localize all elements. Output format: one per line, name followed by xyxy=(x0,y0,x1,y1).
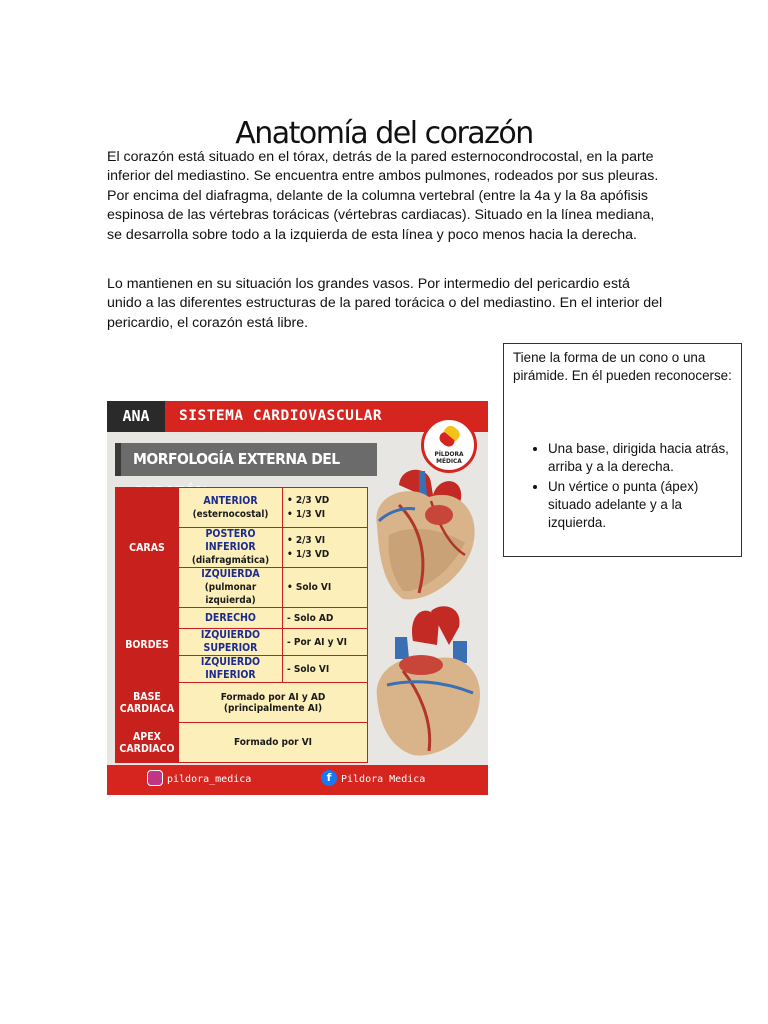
feature-sub: (diafragmática) xyxy=(191,555,270,566)
heart-anterior-illustration xyxy=(369,465,485,605)
value-apex-cardiaco: Formado por VI xyxy=(179,723,368,763)
feature-izquierda xyxy=(179,568,283,608)
value-cell: - Solo AD xyxy=(283,608,368,629)
category-apex-cardiaco: APEX CARDIACO xyxy=(116,723,179,763)
value-cell: - Solo VI xyxy=(283,656,368,683)
feature-izquierdo-inferior: IZQUIERDO INFERIOR xyxy=(179,656,283,683)
value-base-cardiaca: Formado por AI y AD (principalmente AI) xyxy=(179,683,368,723)
feature-sub: (esternocostal) xyxy=(192,508,269,520)
value-line: • Solo VI xyxy=(287,581,332,593)
value-cell: - Por AI y VI xyxy=(283,629,368,656)
paragraph-location: El corazón está situado en el tórax, detrás de la pared esternocondrocostal, en la parte inferior del mediastino. Se encuentra entre ambos pulmones, rodeados por sus pleuras. Por encima del diafragma, delante de la columna vertebral (entre la 4a y la 8a apófisis espinosa de las vértebras torácicas (vértebras cardiacas). Situado en la línea mediana, se desarrolla sobre todo a la izquierda de esta línea y poco menos hacia la derecha. xyxy=(107,149,659,243)
heart-posterior-illustration xyxy=(373,601,485,761)
textbox-list xyxy=(504,440,731,534)
category-caras: CARAS xyxy=(116,488,179,608)
facebook-handle xyxy=(321,765,425,795)
instagram-handle xyxy=(147,765,251,795)
shape-text-box xyxy=(503,343,742,557)
feature-izquierdo-superior: IZQUIERDO SUPERIOR xyxy=(179,629,283,656)
list-item: • Un vértice o punta (ápex) situado adelante y a la izquierda. xyxy=(548,478,731,532)
heart-morphology-infographic xyxy=(107,401,488,795)
feature-name: IZQUIERDA xyxy=(201,568,260,580)
category-bordes: BORDES xyxy=(116,608,179,683)
feature-sub: (pulmonar izquierda) xyxy=(204,582,257,606)
infographic-heading: MORFOLOGÍA EXTERNA DEL xyxy=(115,443,377,476)
value-cell xyxy=(283,528,368,568)
value-cell xyxy=(283,488,368,528)
pill-icon xyxy=(424,420,474,454)
value-line: • 1/3 VD xyxy=(287,548,330,560)
value-line: • 1/3 VI xyxy=(287,508,326,520)
list-item: • Una base, dirigida hacia atrás, arriba y a la derecha. xyxy=(548,440,731,476)
textbox-intro: Tiene la forma de un cono o una pirámide. En él pueden reconocerse: xyxy=(513,350,732,383)
paragraph-support: Lo mantienen en su situación los grandes vasos. Por intermedio del pericardio está unido a las diferentes estructuras de la pared torácica o del mediastino. En el interior del pericardio, el corazón está libre. xyxy=(107,276,663,331)
value-line: • 2/3 VD xyxy=(287,494,330,506)
feature-derecho: DERECHO xyxy=(179,608,283,629)
feature-postero-inferior xyxy=(179,528,283,568)
value-line: • 2/3 VI xyxy=(287,534,326,546)
instagram-text: pildora_medica xyxy=(167,774,252,785)
facebook-text: Pildora Medica xyxy=(341,774,426,785)
logo-text: PÍLDORA MÉDICA xyxy=(434,450,464,465)
morphology-table xyxy=(115,487,368,763)
feature-name: POSTERO INFERIOR xyxy=(205,528,256,553)
instagram-icon xyxy=(147,770,163,786)
category-base-cardiaca: BASE CARDIACA xyxy=(116,683,179,723)
feature-anterior xyxy=(179,488,283,528)
feature-name: ANTERIOR xyxy=(203,494,258,507)
value-cell xyxy=(283,568,368,608)
infographic-tag: ANA xyxy=(107,401,165,432)
page-title: Anatomía del corazón xyxy=(235,116,533,152)
infographic-system-title: SISTEMA CARDIOVASCULAR xyxy=(179,408,383,424)
facebook-icon: f xyxy=(321,770,337,786)
infographic-footer xyxy=(107,765,488,795)
